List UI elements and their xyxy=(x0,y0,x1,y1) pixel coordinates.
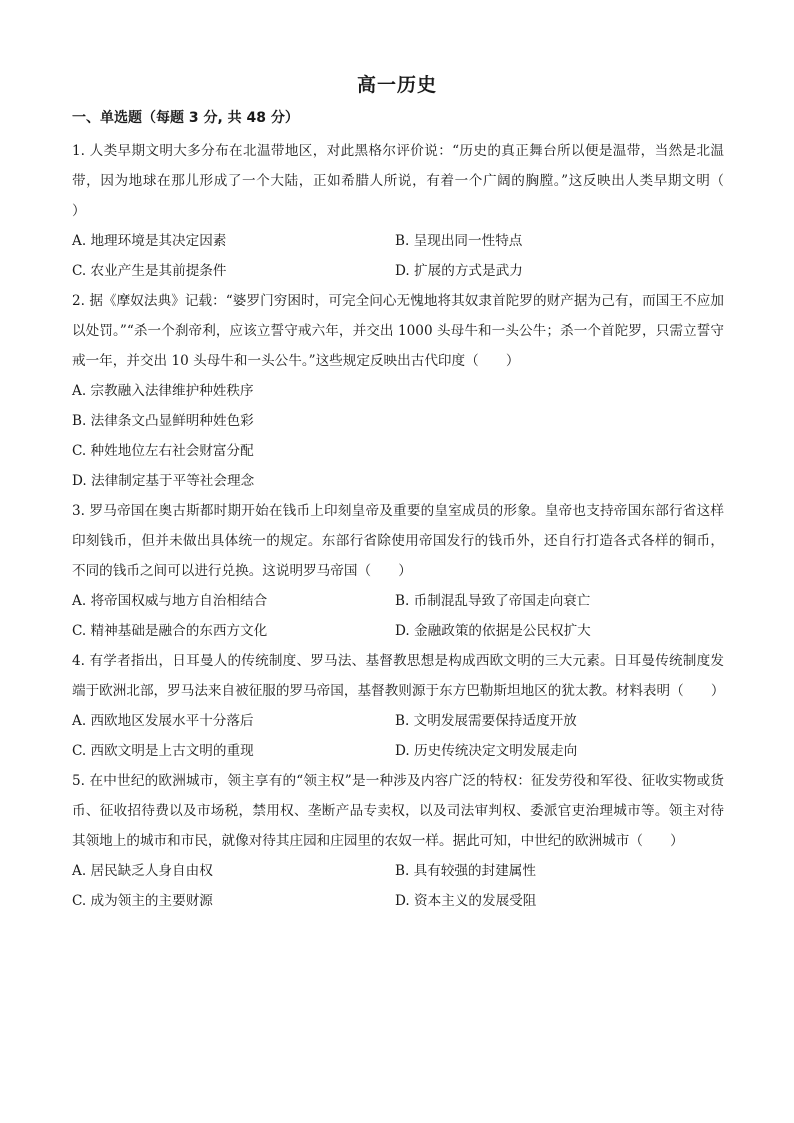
option-d: D. 资本主义的发展受阻 xyxy=(395,893,537,909)
question-stem: 3. 罗马帝国在奥古斯都时期开始在钱币上印刻皇帝及重要的皇室成员的形象。皇帝也支持帝国东部行省这样印刻钱币，但并未做出具体统一的规定。东部行省除使用帝国发行的钱币外，还自行打造各式各样的铜币，不同的钱币之间可以进行兑换。这说明罗马帝国（ ） xyxy=(72,503,724,579)
option-c: C. 成为领主的主要财源 xyxy=(72,893,213,909)
option-a: A. 将帝国权威与地方自治相结合 xyxy=(72,593,268,609)
option-c: C. 种姓地位左右社会财富分配 xyxy=(72,443,254,459)
option-a: A. 居民缺乏人身自由权 xyxy=(72,863,213,879)
option-c: C. 精神基础是融合的东西方文化 xyxy=(72,623,268,639)
option-a: A. 地理环境是其决定因素 xyxy=(72,233,227,249)
options-grid xyxy=(72,706,724,766)
question-stem: 1. 人类早期文明大多分布在北温带地区，对此黑格尔评价说：“历史的真正舞台所以便是温带，当然是北温带，因为地球在那儿形成了一个大陆，正如希腊人所说，有着一个广阔的胸膛。”这反映出人类早期文明（ ） xyxy=(72,143,752,219)
option-b: B. 呈现出同一性特点 xyxy=(395,233,523,249)
options-grid xyxy=(72,226,724,286)
question-5 xyxy=(72,766,724,916)
option-b: B. 文明发展需要保持适度开放 xyxy=(395,713,577,729)
option-b: B. 法律条文凸显鲜明种姓色彩 xyxy=(72,413,254,429)
question-1 xyxy=(72,136,752,286)
option-b: B. 币制混乱导致了帝国走向衰亡 xyxy=(395,593,591,609)
section-heading: 一、单选题（每题 3 分, 共 48 分） xyxy=(72,110,299,126)
question-stem: 2. 据《摩奴法典》记载：“婆罗门穷困时，可完全问心无愧地将其奴隶首陀罗的财产据为己有，而国王不应加以处罚。”“杀一个刹帝利，应该立誓守戒六年，并交出 1000 头母牛和一头公牛；杀一个首陀罗，只需立誓守戒一年，并交出 10 头母牛和一头公牛。”这些规定反映出古代印度（ ） xyxy=(72,293,724,369)
options-grid xyxy=(72,856,724,916)
options-grid xyxy=(72,586,724,646)
question-stem: 5. 在中世纪的欧洲城市，领主享有的“领主权”是一种涉及内容广泛的特权：征发劳役和军役、征收实物或货币、征收招待费以及市场税，禁用权、垄断产品专卖权，以及司法审判权、委派官吏治理城市等。领主对待其领地上的城市和市民，就像对待其庄园和庄园里的农奴一样。据此可知，中世纪的欧洲城市（ ） xyxy=(72,773,724,849)
option-a: A. 宗教融入法律维护种姓秩序 xyxy=(72,383,254,399)
option-d: D. 法律制定基于平等社会理念 xyxy=(72,473,255,489)
option-c: C. 农业产生是其前提条件 xyxy=(72,263,227,279)
option-d: D. 金融政策的依据是公民权扩大 xyxy=(395,623,591,639)
option-d: D. 历史传统决定文明发展走向 xyxy=(395,743,578,759)
questions-list xyxy=(72,136,752,916)
option-d: D. 扩展的方式是武力 xyxy=(395,263,523,279)
option-a: A. 西欧地区发展水平十分落后 xyxy=(72,713,254,729)
page-title: 高一历史 xyxy=(356,74,437,96)
question-stem: 4. 有学者指出，日耳曼人的传统制度、罗马法、基督教思想是构成西欧文明的三大元素。日耳曼传统制度发端于欧洲北部，罗马法来自被征服的罗马帝国，基督教则源于东方巴勒斯坦地区的犹太教。材料表明（ ） xyxy=(72,653,725,699)
options-list xyxy=(72,376,724,496)
option-c: C. 西欧文明是上古文明的重现 xyxy=(72,743,254,759)
question-2 xyxy=(72,286,724,496)
option-b: B. 具有较强的封建属性 xyxy=(395,863,536,879)
question-4 xyxy=(72,646,724,766)
question-3 xyxy=(72,496,724,646)
